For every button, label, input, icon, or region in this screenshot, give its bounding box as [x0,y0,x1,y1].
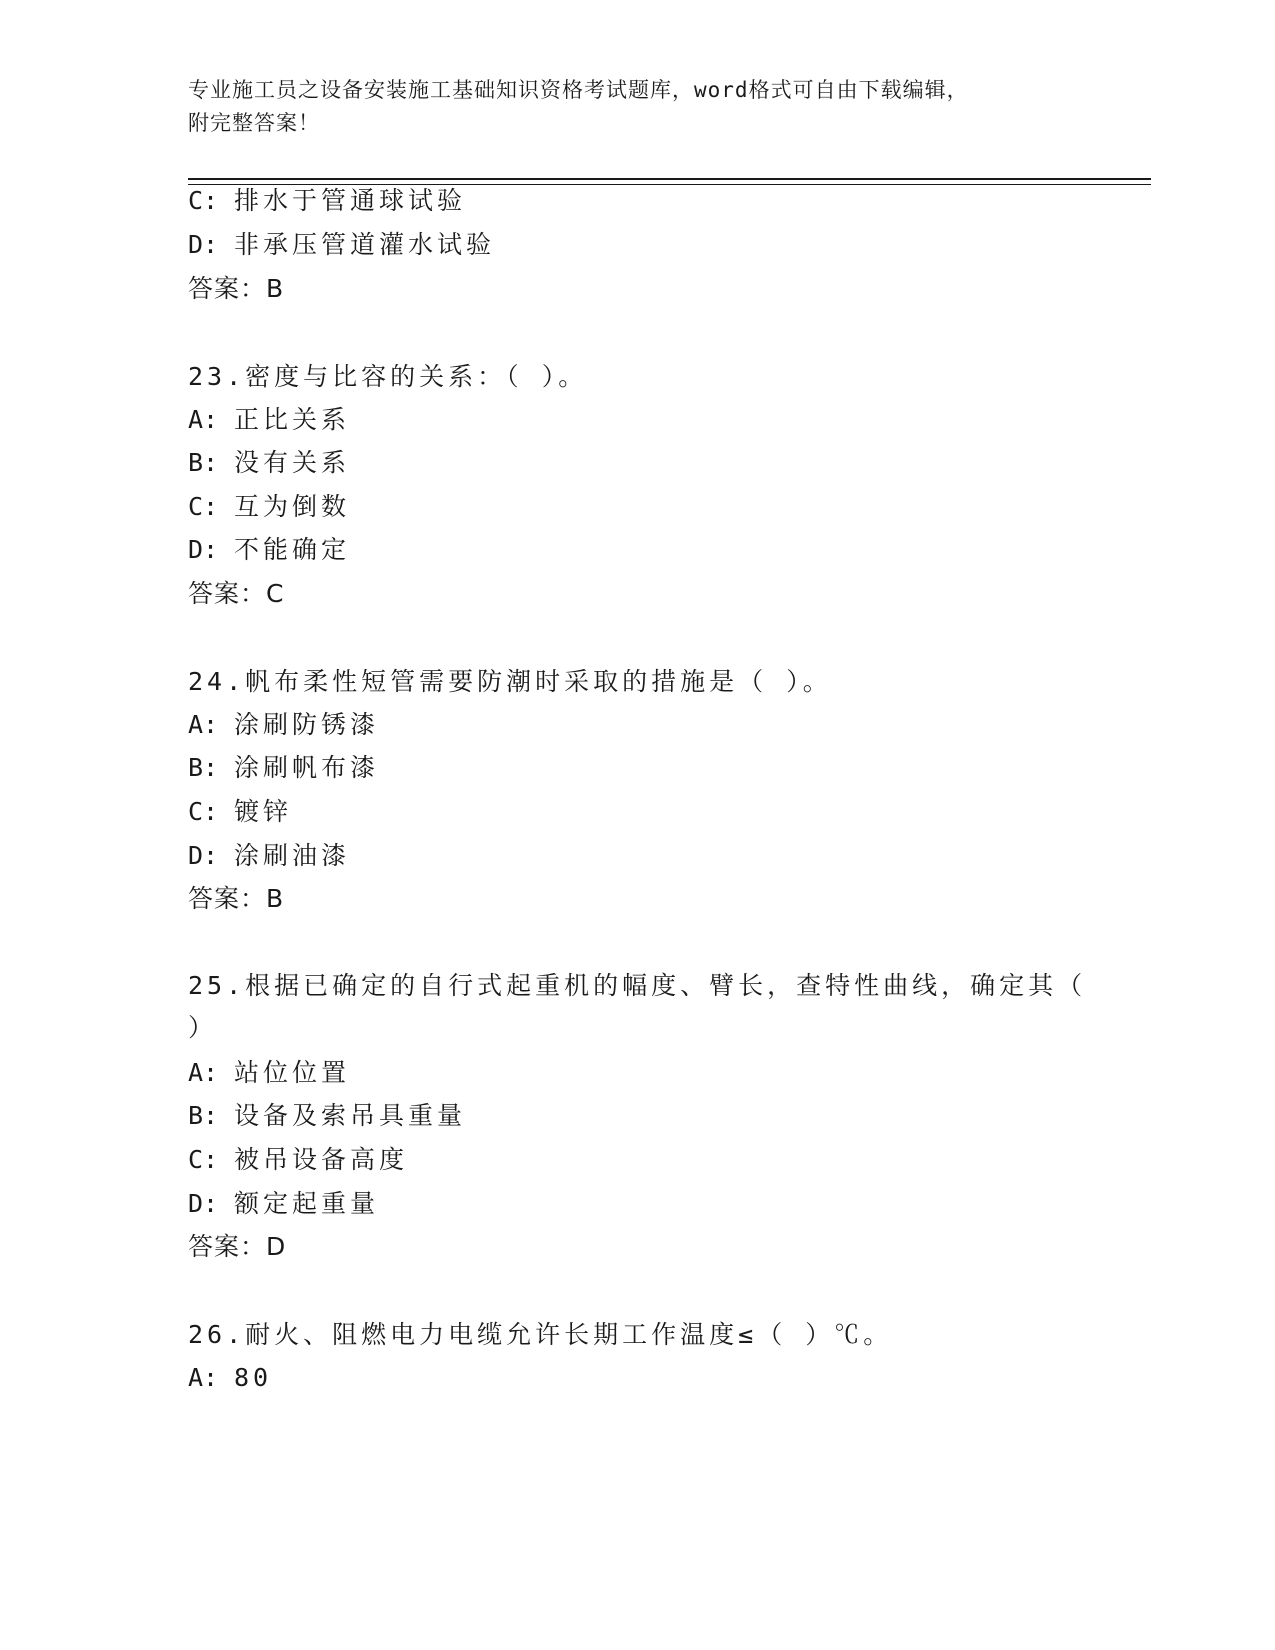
option-a [188,1362,272,1394]
option-key: D: [188,841,219,870]
option-c [188,185,466,217]
option-d [188,534,350,566]
answer-line: 答案：C [188,579,285,608]
option-text: 没有关系 [234,448,351,477]
option-key: D: [188,1189,219,1218]
option-text: 互为倒数 [234,492,351,521]
option-key: A: [188,1058,219,1087]
document-header [188,74,1068,140]
option-text: 非承压管道灌水试验 [234,230,496,259]
option-text: 设备及索吊具重量 [234,1101,467,1130]
question-stem: 24.帆布柔性短管需要防潮时采取的措施是（ ）。 [188,667,832,696]
option-key: A: [188,405,219,434]
option-key: C: [188,1145,219,1174]
question-stem: 25.根据已确定的自行式起重机的幅度、臂长，查特性曲线，确定其（ [188,971,1087,1000]
option-c [188,491,350,523]
option-key: C: [188,492,219,521]
option-text: 排水于管通球试验 [234,186,467,215]
answer-line: 答案：D [188,1232,287,1261]
option-text: 被吊设备高度 [234,1145,409,1174]
option-d [188,229,495,261]
option-c [188,1144,408,1176]
header-divider-thick [188,178,1151,180]
question-stem: 26.耐火、阻燃电力电缆允许长期工作温度≤（ ）℃。 [188,1320,893,1349]
option-text: 镀锌 [234,797,293,826]
option-key: D: [188,535,219,564]
option-key: A: [188,710,219,739]
option-d [188,1188,379,1220]
option-key: D: [188,230,219,259]
option-key: B: [188,753,219,782]
header-line-2: 附完整答案！ [188,111,320,135]
option-key: B: [188,448,219,477]
question-stem: 23.密度与比容的关系：（ ）。 [188,362,588,391]
option-b [188,447,350,479]
answer-line: 答案：B [188,274,285,303]
option-text: 站位位置 [234,1058,351,1087]
answer-line: 答案：B [188,884,285,913]
option-text: 正比关系 [234,405,351,434]
header-line-1: 专业施工员之设备安装施工基础知识资格考试题库，word格式可自由下载编辑， [188,78,969,102]
option-c [188,796,292,828]
option-key: A: [188,1363,219,1392]
option-text: 不能确定 [234,535,351,564]
option-text: 80 [234,1363,273,1392]
option-a [188,404,350,436]
option-d [188,840,350,872]
option-key: C: [188,186,219,215]
question-stem-continued: ） [188,1013,218,1042]
option-text: 额定起重量 [234,1189,380,1218]
option-text: 涂刷油漆 [234,841,351,870]
option-b [188,1100,466,1132]
option-a [188,1057,350,1089]
option-key: C: [188,797,219,826]
option-a [188,709,379,741]
option-text: 涂刷防锈漆 [234,710,380,739]
option-text: 涂刷帆布漆 [234,753,380,782]
option-b [188,752,379,784]
option-key: B: [188,1101,219,1130]
